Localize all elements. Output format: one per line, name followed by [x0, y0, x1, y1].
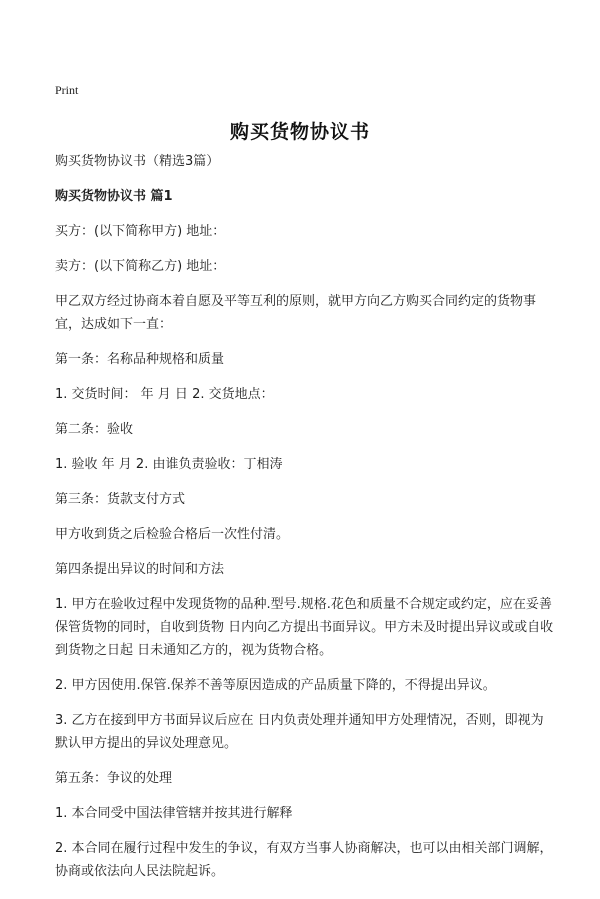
- intro-paragraph: 甲乙双方经过协商本着自愿及平等互利的原则，就甲方向乙方购买合同约定的货物事宜，达成如下一直：: [55, 294, 537, 332]
- article-4-item-1: 1. 甲方在验收过程中发现货物的品种.型号.规格.花色和质量不合规定或约定，应在妥善保管货物的同时，自收到货物 日内向乙方提出书面异议。甲方未及时提出异议或或自收到货物之日起 日未通知乙方的，视为货物合格。: [55, 597, 554, 658]
- article-3-item: 甲方收到货之后检验合格后一次性付清。: [55, 527, 290, 542]
- article-2-item: 1. 验收 年 月 2. 由谁负责验收：丁相涛: [55, 457, 283, 472]
- article-5-item-2: 2. 本合同在履行过程中发生的争议，有双方当事人协商解决，也可以由相关部门调解，协商或依法向人民法院起诉。: [55, 841, 553, 879]
- seller-line: 卖方：(以下简称乙方) 地址：: [55, 259, 226, 274]
- document-body: [55, 150, 555, 895]
- document-title: 购买货物协议书: [229, 121, 370, 143]
- article-1-item: 1. 交货时间： 年 月 日 2. 交货地点：: [55, 387, 274, 402]
- article-1-heading: 第一条：名称品种规格和质量: [55, 352, 225, 367]
- article-4-item-3: 3. 乙方在接到甲方书面异议后应在 日内负责处理并通知甲方处理情况，否则，即视为默认甲方提出的异议处理意见。: [55, 713, 544, 751]
- section-heading: 购买货物协议书 篇1: [55, 189, 173, 204]
- article-4-item-2: 2. 甲方因使用.保管.保养不善等原因造成的产品质量下降的，不得提出异议。: [55, 678, 496, 693]
- subtitle: 购买货物协议书（精选3篇）: [55, 154, 220, 169]
- article-4-heading: 第四条提出异议的时间和方法: [55, 562, 225, 577]
- buyer-line: 买方：(以下简称甲方) 地址：: [55, 224, 226, 239]
- article-5-heading: 第五条：争议的处理: [55, 771, 173, 786]
- print-label: Print: [55, 83, 79, 97]
- article-3-heading: 第三条：货款支付方式: [55, 492, 186, 507]
- article-2-heading: 第二条：验收: [55, 422, 134, 437]
- article-5-item-1: 1. 本合同受中国法律管辖并按其进行解释: [55, 806, 293, 821]
